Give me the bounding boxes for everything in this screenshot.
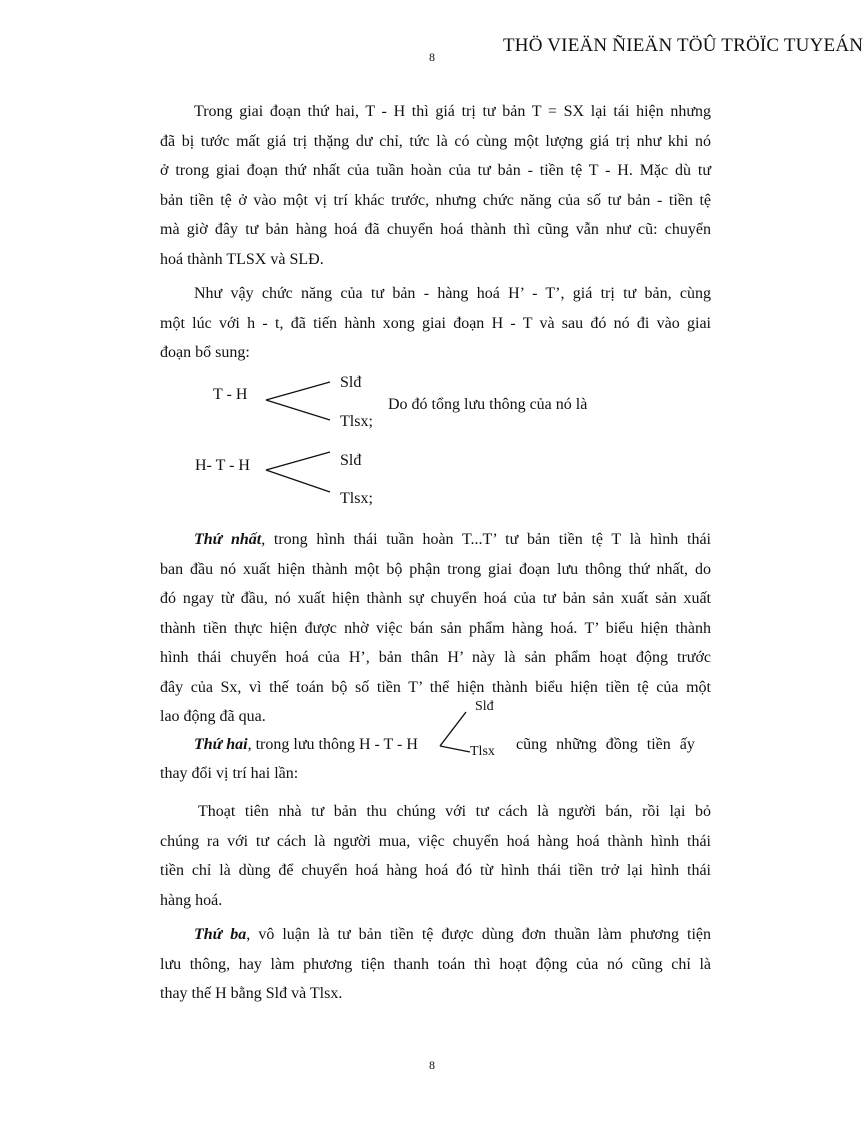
text-run: , vô luận là tư bản tiền tệ được dùng đơn thuần làm phương tiện <box>246 926 711 943</box>
diagram-1-note: Do đó tổng lưu thông của nó là <box>388 396 588 413</box>
text-line <box>160 920 711 950</box>
paragraph-6 <box>160 920 711 1009</box>
diagram-1-branch-lines <box>262 378 334 424</box>
text-run: , trong lưu thông H - T - H <box>247 736 418 753</box>
paragraph-4-line-1 <box>194 736 418 754</box>
paragraph-5 <box>160 797 711 915</box>
lead-term: Thứ hai <box>194 736 248 753</box>
diagram-1-left-label: T - H <box>213 386 248 403</box>
paragraph-2 <box>160 279 711 368</box>
paragraph-4-line-2: thay đổi vị trí hai lần: <box>160 765 299 782</box>
text-line: ban đầu nó xuất hiện thành một bộ phận trong giai đoạn lưu thông thứ nhất, do <box>160 560 711 578</box>
text-line: Thoạt tiên nhà tư bản thu chúng với tư cách là người bán, rồi lại bỏ <box>198 803 711 820</box>
text-line: Như vậy chức năng của tư bản - hàng hoá H’ - T’, giá trị tư bản, cùng <box>194 285 711 302</box>
text-line: đây của Sx, vì thế toán bộ số tiền T’ thể hiện thành biểu hiện tiền tệ của một <box>160 678 711 696</box>
text-line: hình thái chuyển hoá của H’, bản thân H’ này là sản phẩm hoạt động trước <box>160 649 711 666</box>
text-line: Trong giai đoạn thứ hai, T - H thì giá trị tư bản T = SX lại tái hiện nhưng <box>194 103 711 120</box>
text-line: đó ngay từ đầu, nó xuất hiện thành sự chuyển hoá của tư bản sản xuất sản xuất <box>160 590 711 607</box>
inline-diagram-branch-lines <box>434 708 474 756</box>
text-line: lưu thông, hay làm phương tiện thanh toán thì hoạt động của nó cũng chỉ là <box>160 955 711 973</box>
inline-diagram-top-label: Slđ <box>475 699 494 714</box>
diagram-2-top-label: Slđ <box>340 452 362 469</box>
text-line: mà giờ đây tư bản hàng hoá đã chuyển hoá thành thì cũng vẫn như cũ: chuyển <box>160 221 711 238</box>
text-line: bản tiền tệ ở vào một vị trí khác trước, nhưng chức năng của số tư bản - tiền tệ <box>160 191 711 209</box>
text-line: hoá thành TLSX và SLĐ. <box>160 250 324 268</box>
diagram-1-top-label: Slđ <box>340 374 362 391</box>
paragraph-1 <box>160 97 711 274</box>
text-line: đã bị tước mất giá trị thặng dư chỉ, tức là có cùng một lượng giá trị như khi nó <box>160 132 711 150</box>
lead-term: Thứ nhất <box>194 531 262 548</box>
diagram-1-bottom-label: Tlsx; <box>340 413 373 430</box>
text-run: , trong hình thái tuần hoàn T...T’ tư bản tiền tệ T là hình thái <box>261 531 711 548</box>
text-line: thành tiền thực hiện được nhờ việc bán sản phẩm hàng hoá. T’ biểu hiện thành <box>160 619 711 637</box>
inline-diagram-bottom-label: Tlsx <box>470 744 495 759</box>
paragraph-3 <box>160 525 711 732</box>
text-line <box>160 525 711 555</box>
text-line: ở trong giai đoạn thứ nhất của tuần hoàn của tư bản - tiền tệ T - H. Mặc dù tư <box>160 162 711 179</box>
header-title: THÖ VIEÄN ÑIEÄN TÖÛ TRÖÏC TUYEÁN <box>503 35 863 56</box>
header-page-number: 8 <box>429 50 435 64</box>
diagram-2-bottom-label: Tlsx; <box>340 490 373 507</box>
text-line: hàng hoá. <box>160 891 223 909</box>
diagram-2-branch-lines <box>262 448 334 496</box>
diagram-2-left-label: H- T - H <box>195 457 250 474</box>
text-line: lao động đã qua. <box>160 708 266 725</box>
text-line: một lúc với h - t, đã tiến hành xong giai đoạn H - T và sau đó nó đi vào giai <box>160 314 711 332</box>
text-line: đoạn bổ sung: <box>160 344 250 361</box>
text-line: thay thế H bằng Slđ và Tlsx. <box>160 985 343 1002</box>
text-line: tiền chỉ là dùng để chuyển hoá hàng hoá đó từ hình thái tiền trở lại hình thái <box>160 862 711 879</box>
text-line: chúng ra với tư cách là người mua, việc chuyển hoá hàng hoá thành hình thái <box>160 832 711 850</box>
footer-page-number: 8 <box>429 1058 435 1072</box>
lead-term: Thứ ba <box>194 926 247 943</box>
paragraph-4-line-1-tail: cũng những đồng tiền ấy <box>516 736 695 753</box>
